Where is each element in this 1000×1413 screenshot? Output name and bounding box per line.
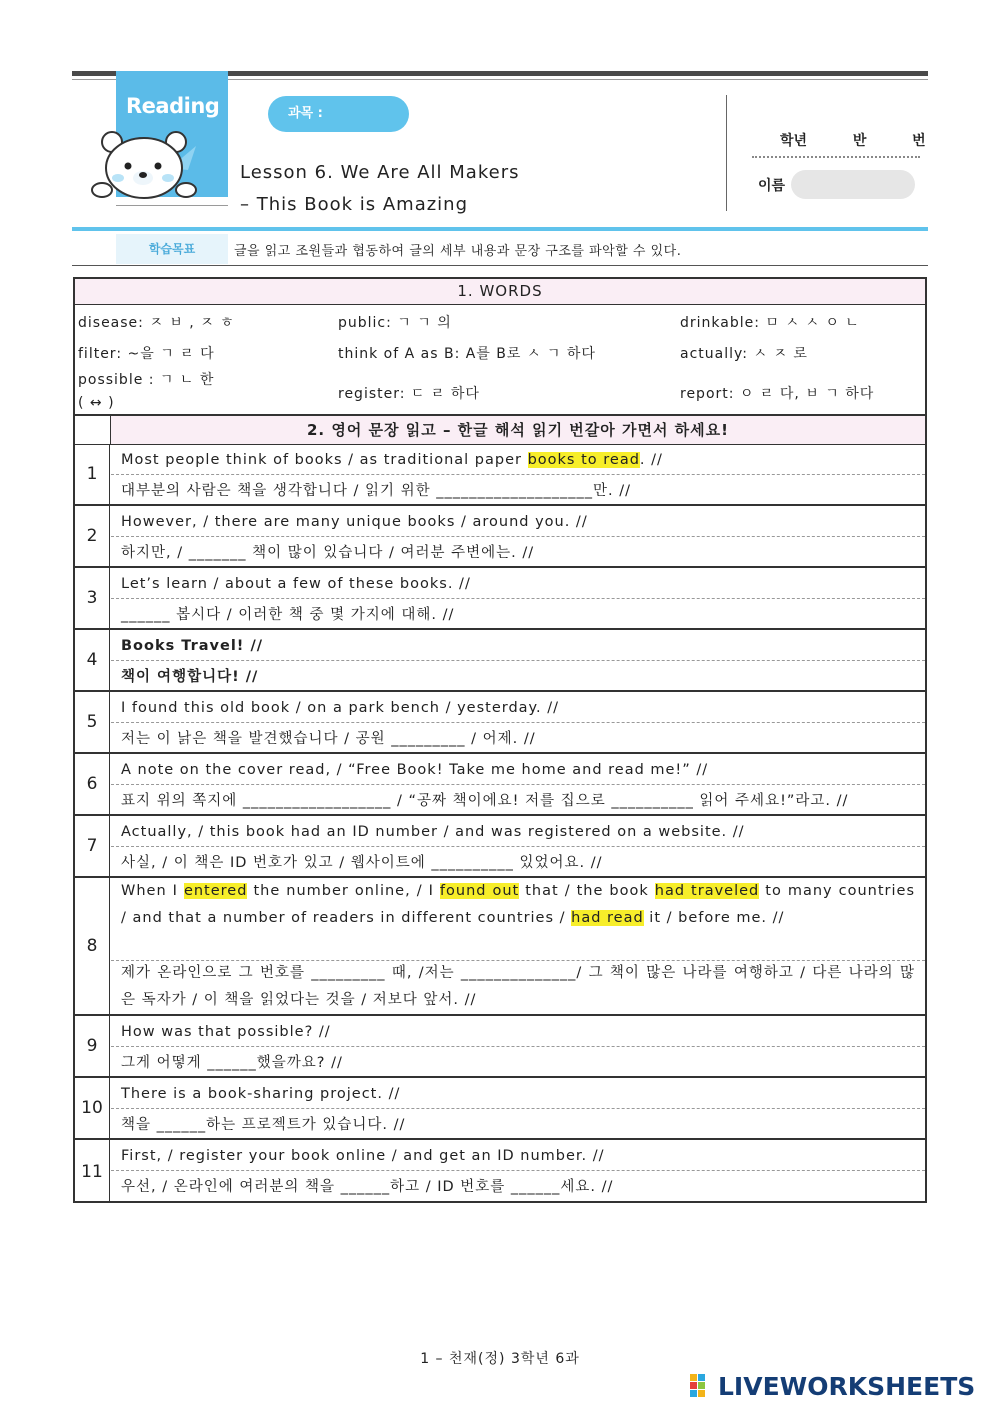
korean-translation: 책을 ______하는 프로젝트가 있습니다. // <box>121 1117 406 1133</box>
dashed-divider <box>111 598 925 599</box>
sentence-row <box>75 630 925 692</box>
name-input[interactable] <box>791 170 915 199</box>
liveworksheets-brand: LIVEWORKSHEETS <box>718 1372 976 1401</box>
sentence-number: 10 <box>75 1078 110 1138</box>
sentence-text: Let’s learn / about a few of these books. // <box>121 576 471 592</box>
korean-translation: 대부분의 사람은 책을 생각합니다 / 읽기 위한 ___________________만. // <box>121 483 632 499</box>
sentence-number: 7 <box>75 816 110 876</box>
lesson-subtitle: – This Book is Amazing <box>240 194 469 215</box>
highlighted-phrase: found out <box>439 883 520 899</box>
english-sentence <box>121 1081 915 1107</box>
dashed-divider <box>111 784 925 785</box>
dashed-divider <box>111 660 925 661</box>
liveworksheets-logo-icon <box>690 1374 714 1398</box>
sentence-number: 6 <box>75 754 110 814</box>
highlighted-phrase: had traveled <box>654 883 760 899</box>
class-label: 반 <box>852 133 867 149</box>
dashed-divider <box>111 1170 925 1171</box>
sentences-title: 2. 영어 문장 읽고 – 한글 해석 읽기 번갈아 가면서 하세요! <box>111 416 925 444</box>
sentence-number: 3 <box>75 568 110 628</box>
bear-mascot-icon <box>90 128 200 200</box>
dashed-divider <box>111 536 925 537</box>
sentence-text: First, / register your book online / and get an ID number. // <box>121 1148 605 1164</box>
sentence-text: that / the book <box>519 883 655 899</box>
sentence-text: A note on the cover read, / “Free Book! Take me home and read me!” // <box>121 762 709 778</box>
grade-class-number <box>780 130 926 150</box>
korean-translation: 사실, / 이 책은 ID 번호가 있고 / 웹사이트에 __________ 있었어요. // <box>121 855 603 871</box>
number-label: 번 <box>912 133 926 149</box>
subject-field[interactable]: 과목 : <box>268 96 409 132</box>
sentence-text: However, / there are many unique books / around you. // <box>121 514 588 530</box>
word-item: filter: ~을 ㄱ ㄹ 다 <box>78 346 215 362</box>
words-section <box>73 277 927 416</box>
sentence-row <box>75 1078 925 1140</box>
dotted-divider <box>752 156 920 158</box>
sentences-header <box>75 416 925 445</box>
sentence-number: 8 <box>75 878 110 1014</box>
english-sentence <box>121 447 915 473</box>
sentence-row <box>75 816 925 878</box>
number-column-header <box>75 416 111 444</box>
sentence-text: Books Travel! // <box>121 638 264 654</box>
goal-label: 학습목표 <box>116 234 228 264</box>
name-label: 이름 <box>758 178 786 194</box>
sentence-text: When I <box>121 883 184 899</box>
english-sentence <box>121 695 915 721</box>
word-item: think of A as B: A를 B로 ㅅ ㄱ 하다 <box>338 346 596 362</box>
word-item: register: ㄷ ㄹ 하다 <box>338 386 480 402</box>
sentence-row <box>75 878 925 1016</box>
grade-label: 학년 <box>780 133 808 149</box>
highlighted-phrase: books to read <box>527 452 640 468</box>
korean-translation: 하지만, / _______ 책이 많이 있습니다 / 여러분 주변에는. // <box>121 545 535 561</box>
sentence-text: How was that possible? // <box>121 1024 331 1040</box>
reading-label: Reading <box>126 94 220 118</box>
sentence-row <box>75 692 925 754</box>
english-sentence <box>121 1143 915 1169</box>
word-item: public: ㄱ ㄱ 의 <box>338 315 452 331</box>
word-item: actually: ㅅ ㅈ 로 <box>680 346 808 362</box>
english-sentence <box>121 509 915 535</box>
dashed-divider <box>111 846 925 847</box>
sentence-text: it / before me. // <box>643 910 785 926</box>
dashed-divider <box>111 1108 925 1109</box>
sentence-row <box>75 444 925 506</box>
english-sentence <box>121 878 915 932</box>
sentences-table <box>73 416 927 1203</box>
sentence-row <box>75 1140 925 1203</box>
sentence-number: 5 <box>75 692 110 752</box>
korean-translation: 저는 이 낡은 책을 발견했습니다 / 공원 _________ / 어제. // <box>121 731 536 747</box>
sentence-number: 11 <box>75 1140 110 1203</box>
sentence-row <box>75 568 925 630</box>
sentence-number: 4 <box>75 630 110 690</box>
dashed-divider <box>111 722 925 723</box>
word-item: disease: ㅈ ㅂ , ㅈ ㅎ <box>78 315 235 331</box>
page-footer: 1 – 천재(정) 3학년 6과 <box>420 1351 580 1367</box>
korean-translation: 표지 위의 쪽지에 __________________ / “공짜 책이에요! 저를 집으로 __________ 읽어 주세요!”라고. // <box>121 793 849 809</box>
sentence-row <box>75 506 925 568</box>
english-sentence <box>121 1019 915 1045</box>
sentence-number: 1 <box>75 444 110 504</box>
header-divider <box>726 95 727 211</box>
sentence-text: . // <box>639 452 663 468</box>
goal-text: 글을 읽고 조원들과 협동하여 글의 세부 내용과 문장 구조를 파악할 수 있다. <box>234 244 682 259</box>
sentence-number: 9 <box>75 1016 110 1076</box>
dashed-divider <box>111 1046 925 1047</box>
korean-translation: ______ 봅시다 / 이러한 책 중 몇 가지에 대해. // <box>121 607 455 623</box>
sentence-text: Actually, / this book had an ID number / and was registered on a website. // <box>121 824 745 840</box>
sentence-row <box>75 754 925 816</box>
lesson-title: Lesson 6. We Are All Makers <box>240 162 520 183</box>
dashed-divider <box>111 474 925 475</box>
sentence-text: Most people think of books / as traditional paper <box>121 452 528 468</box>
sentence-text: the number online, / I <box>247 883 440 899</box>
word-item: ( ↔ ) <box>78 395 115 411</box>
word-item: report: ㅇ ㄹ 다, ㅂ ㄱ 하다 <box>680 386 875 402</box>
sentence-number: 2 <box>75 506 110 566</box>
english-sentence <box>121 571 915 597</box>
korean-translation: 우선, / 온라인에 여러분의 책을 ______하고 / ID 번호를 ______세요. // <box>121 1179 614 1195</box>
words-title: 1. WORDS <box>75 279 925 305</box>
korean-translation: 책이 여행합니다! // <box>121 669 259 685</box>
korean-translation: 제가 온라인으로 그 번호를 _________ 때, /저는 ______________/ 그 책이 많은 나라를 여행하고 / 다른 나라의 많은 독자가 / 이 책을 읽었다는 것을 / 저보다 앞서. // <box>121 965 915 1008</box>
divider <box>116 205 228 206</box>
divider <box>72 265 928 266</box>
highlighted-phrase: entered <box>183 883 248 899</box>
goal-bar <box>72 227 928 231</box>
english-sentence <box>121 757 915 783</box>
korean-translation: 그게 어떻게 ______했을까요? // <box>121 1055 343 1071</box>
highlighted-phrase: had read <box>571 910 644 926</box>
sentence-text: to many countries / and that a number of readers in different countries / <box>121 883 915 926</box>
english-sentence <box>121 633 915 659</box>
sentence-text: I found this old book / on a park bench / yesterday. // <box>121 700 560 716</box>
word-item: possible : ㄱ ㄴ 한 <box>78 372 215 388</box>
sentence-text: There is a book-sharing project. // <box>121 1086 401 1102</box>
english-sentence <box>121 819 915 845</box>
word-item: drinkable: ㅁ ㅅ ㅅ ㅇ ㄴ <box>680 315 860 331</box>
sentence-row <box>75 1016 925 1078</box>
